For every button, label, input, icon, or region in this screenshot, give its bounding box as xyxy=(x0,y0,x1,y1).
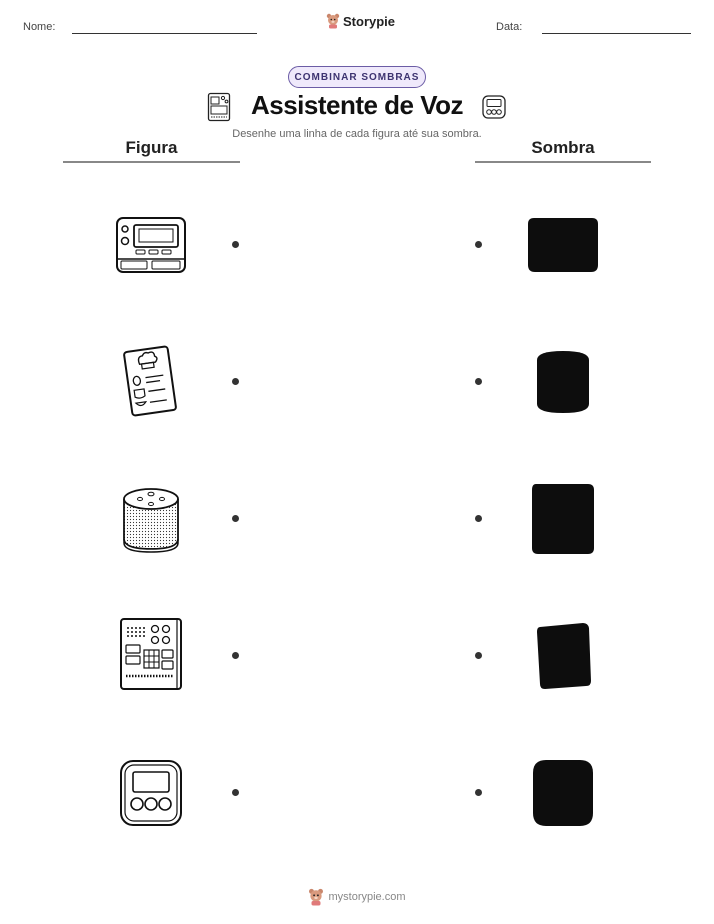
name-line[interactable] xyxy=(72,33,257,34)
figure-dot-2[interactable] xyxy=(232,378,239,385)
figure-dot-1[interactable] xyxy=(232,241,239,248)
shadow-dot-2[interactable] xyxy=(475,378,482,385)
bear-mascot-icon xyxy=(326,13,340,29)
bear-mascot-icon xyxy=(308,888,324,906)
figures-column-underline xyxy=(63,161,240,163)
brand-name: Storypie xyxy=(343,13,396,29)
control-panel-icon xyxy=(117,616,185,692)
shadow-dot-1[interactable] xyxy=(475,241,482,248)
date-label: Data: xyxy=(496,21,523,33)
date-line[interactable] xyxy=(542,33,691,34)
smart-speaker-icon xyxy=(120,485,182,553)
shadows-column-title: Sombra xyxy=(531,138,595,157)
tilted-card-shadow xyxy=(534,620,594,692)
shadow-dot-4[interactable] xyxy=(475,652,482,659)
recipe-card-icon xyxy=(120,345,180,417)
figures-column-title: Figura xyxy=(125,138,178,157)
wide-rounded-rectangle-shadow xyxy=(526,215,600,275)
cylinder-shadow xyxy=(533,348,593,416)
shadows-column-underline xyxy=(475,161,651,163)
footer xyxy=(0,888,714,906)
kitchen-timer-icon xyxy=(118,758,184,828)
figure-dot-4[interactable] xyxy=(232,652,239,659)
alarm-clock-radio-icon xyxy=(114,214,188,276)
figure-dot-5[interactable] xyxy=(232,789,239,796)
brand-logo xyxy=(326,13,395,29)
page-title: Assistente de Voz xyxy=(250,90,464,120)
activity-badge: COMBINAR SOMBRAS xyxy=(288,66,426,88)
footer-url[interactable]: mystorypie.com xyxy=(328,891,406,903)
rounded-square-shadow xyxy=(530,757,596,829)
name-label: Nome: xyxy=(23,21,56,33)
shadow-dot-5[interactable] xyxy=(475,789,482,796)
instructions: Desenhe uma linha de cada figura até sua sombra. xyxy=(232,128,482,140)
figure-dot-3[interactable] xyxy=(232,515,239,522)
tall-box-shadow xyxy=(530,480,596,558)
kitchen-timer-icon xyxy=(481,94,507,120)
shadow-dot-3[interactable] xyxy=(475,515,482,522)
